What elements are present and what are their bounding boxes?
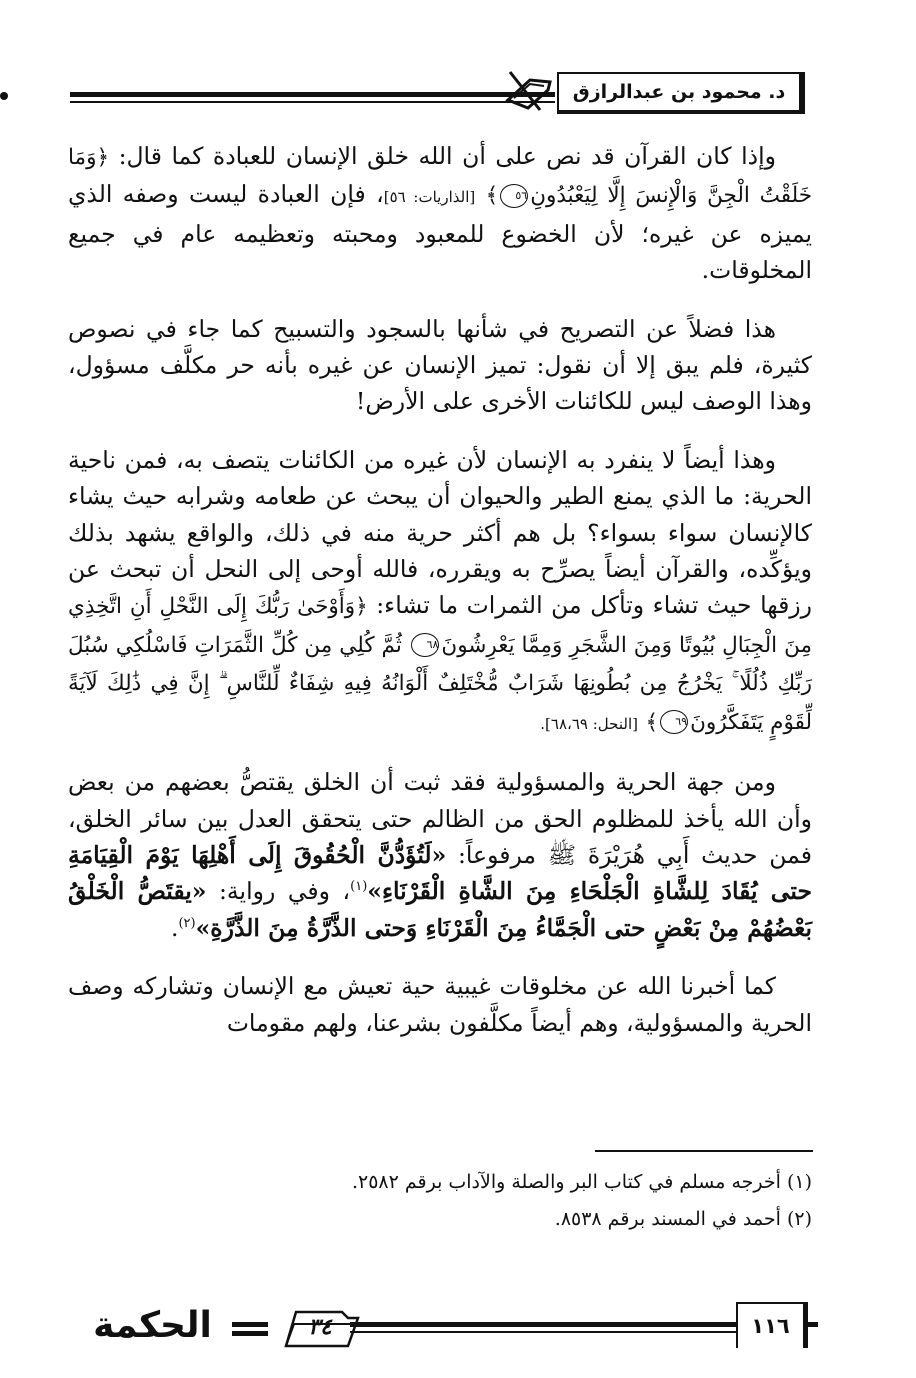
paragraph-4-text: ومن جهة الحرية والمسؤولية فقد ثبت أن الخلق يقتصُّ بعضهم من بعض وأن الله يأخذ للمظلوم الحق من الظالم حتى يتحقق العدل بين سائر الخلق، فمن حديث أَبِي هُرَيْرَةَ ﷺ مرفوعاً: <box>68 768 812 869</box>
paragraph-4-mid: ، وفي رواية: <box>206 877 351 906</box>
footer-rule-thin <box>350 1331 736 1333</box>
quran-verse: ﴿وَمَا خَلَقْتُ الْجِنَّ وَالْإِنسَ إِلَّا لِيَعْبُدُونِ <box>68 145 812 209</box>
page-number: ١١٦ <box>736 1302 808 1348</box>
header-rule <box>70 88 555 110</box>
hadith-1: «لَتُؤَدُّنَّ الْحُقُوقَ إِلَى أَهْلِهَا يَوْمَ الْقِيَامَةِ حتى يُقَادَ لِلشَّاةِ الْجَلْحَاءِ مِنَ الشَّاةِ الْقَرْنَاءِ» <box>68 840 813 906</box>
verse-number-a: ٦٨ <box>411 633 439 657</box>
paragraph-1-rest: ، فإن العبادة ليست وصفه الذي يميزه عن غيره؛ لأن الخضوع للمعبود ومحبته وتعظيمه عام في جميع المخلوقات. <box>68 180 812 285</box>
footnote-divider <box>595 1150 813 1152</box>
equals-mark-top <box>232 1322 268 1327</box>
footer-rule-thick <box>350 1322 736 1327</box>
footnote-ref-2[interactable]: (٢) <box>178 915 196 931</box>
pen-icon <box>500 70 555 112</box>
paragraph-4-end: . <box>170 913 179 942</box>
footnote-2: (٢) أحمد في المسند برقم ٨٥٣٨. <box>554 1208 812 1230</box>
quran-verse-b: ثُمَّ كُلِي مِن كُلِّ الثَّمَرَاتِ فَاسْلُكِي سُبُلَ رَبِّكِ ذُلُلًا ۚ يَخْرُجُ مِن بُطُونِهَا شَرَابٌ مُّخْتَلِفٌ أَلْوَانُهُ فِيهِ شِفَاءٌ لِّلنَّاسِ ۗ إِنَّ فِي ذَٰلِكَ لَآيَةً لِّقَوْمٍ يَتَفَكَّرُونَ <box>68 632 812 735</box>
paragraph-1-intro: وإذا كان القرآن قد نص على أن الله خلق الإنسان للعبادة كما قال: <box>109 142 776 170</box>
verse-close-b: ﴾ <box>645 709 659 735</box>
paragraph-1 <box>68 138 812 289</box>
paragraph-4 <box>68 764 812 946</box>
footnote-ref-1[interactable]: (١) <box>350 879 368 895</box>
verse-reference-b: [النحل: ٦٨،٦٩]. <box>540 714 638 733</box>
paragraph-2: هذا فضلاً عن التصريح في شأنها بالسجود والتسبيح كما جاء في نصوص كثيرة، فلم يبق إلا أن نقول: تميز الإنسان عن غيره بأنه حر مكلَّف مسؤول، وهذا الوصف ليس للكائنات الأخرى على الأرض! <box>68 314 812 416</box>
equals-mark-bottom <box>232 1331 268 1336</box>
verse-reference: [الذاريات: ٥٦] <box>383 188 476 207</box>
margin-dot <box>0 92 8 100</box>
verse-close: ﴾ <box>485 183 499 209</box>
article-body <box>68 138 812 1063</box>
verse-number-b: ٦٩ <box>660 710 688 734</box>
footnote-1: (١) أخرجه مسلم في كتاب البر والصلة والآداب برقم ٢٥٨٢. <box>351 1171 812 1193</box>
journal-logo: الحكمة <box>93 1304 212 1346</box>
paragraph-3 <box>68 442 812 742</box>
author-name: د. محمود بن عبدالرازق <box>557 72 805 114</box>
paragraph-5: كما أخبرنا الله عن مخلوقات غيبية حية تعيش مع الإنسان وتشاركه وصف الحرية والمسؤولية، وهم أيضاً مكلَّفون بشرعنا، ولهم مقومات <box>68 972 812 1037</box>
issue-number: ٣٤ <box>308 1314 332 1340</box>
footnotes <box>68 1164 812 1238</box>
paragraph-3-text: وهذا أيضاً لا ينفرد به الإنسان لأن غيره من الكائنات يتصف به، فمن ناحية الحرية: ما الذي يمنع الطير والحيوان أن يبحث عن طعامه وشرابه حيث يشاء كالإنسان سواء بسواء؟ بل هم أكثر حرية منه في ذلك، والواقع يشهد بذلك ويؤكِّده، والقرآن أيضاً يصرِّح به ويقرره، فالله أوحى إلى النحل أن تبحث عن رزقها حيث تشاء وتأكل من الثمرات ما تشاء: <box>68 445 812 620</box>
quran-verse-a: ﴿وَأَوْحَىٰ رَبُّكَ إِلَى النَّحْلِ أَنِ اتَّخِذِي مِنَ الْجِبَالِ بُيُوتًا وَمِنَ الشَّجَرِ وَمِمَّا يَعْرِشُونَ <box>68 594 812 658</box>
verse-number: ٥٦ <box>500 184 528 208</box>
hadith-2: «يقتَصُّ الْخَلْقُ بَعْضُهُمْ مِنْ بَعْضٍ حتى الْجَمَّاءُ مِنَ الْقَرْنَاءِ وَحتى الذَّرَّةُ مِنَ الذَّرَّةِ» <box>68 877 812 942</box>
